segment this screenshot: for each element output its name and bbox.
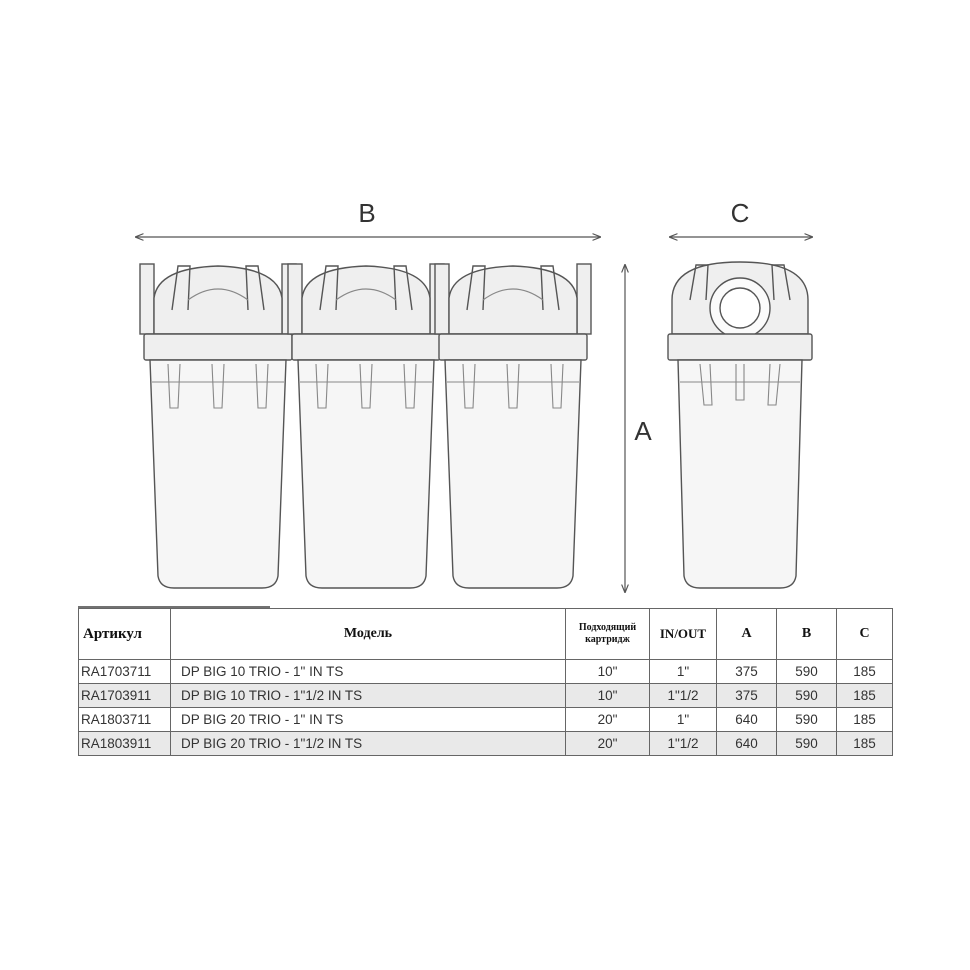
- cell-cartridge: 10": [566, 684, 650, 708]
- cell-article: RA1703711: [79, 660, 171, 684]
- header-article: Артикул: [79, 609, 171, 660]
- cell-article: RA1803711: [79, 708, 171, 732]
- cell-inout: 1"1/2: [650, 684, 717, 708]
- side-view: [668, 262, 812, 588]
- housing-3-bowl: [445, 360, 581, 588]
- housing-1-port-left: [140, 264, 154, 334]
- header-inout: IN/OUT: [650, 609, 717, 660]
- cell-article: RA1803911: [79, 732, 171, 756]
- housing-2-cap-ring: [292, 334, 440, 360]
- cell-cartridge: 10": [566, 660, 650, 684]
- front-view: [140, 264, 591, 588]
- specification-table: [78, 608, 893, 756]
- cell-a: 375: [717, 684, 777, 708]
- housing-2-port-left: [288, 264, 302, 334]
- cell-a: 375: [717, 660, 777, 684]
- dimension-c-label: C: [730, 198, 750, 228]
- cell-model: DP BIG 10 TRIO - 1"1/2 IN TS: [171, 684, 566, 708]
- cell-c: 185: [837, 660, 893, 684]
- dimension-b-label: B: [358, 198, 376, 228]
- cell-b: 590: [777, 732, 837, 756]
- cell-b: 590: [777, 684, 837, 708]
- header-c: C: [837, 609, 893, 660]
- table-row: [79, 684, 893, 708]
- table-row: [79, 660, 893, 684]
- side-bowl: [678, 360, 802, 588]
- cell-b: 590: [777, 708, 837, 732]
- dimension-a-label: A: [634, 416, 652, 446]
- header-model: Модель: [171, 609, 566, 660]
- header-a: A: [717, 609, 777, 660]
- cell-cartridge: 20": [566, 732, 650, 756]
- housing-1-bowl: [150, 360, 286, 588]
- housing-3-cap-ring: [439, 334, 587, 360]
- cell-inout: 1"1/2: [650, 732, 717, 756]
- housing-2-bowl: [298, 360, 434, 588]
- cell-article: RA1703911: [79, 684, 171, 708]
- cell-cartridge: 20": [566, 708, 650, 732]
- housing-3-port-left: [435, 264, 449, 334]
- housing-3-port-right: [577, 264, 591, 334]
- side-cap-ring: [668, 334, 812, 360]
- cell-c: 185: [837, 684, 893, 708]
- header-cartridge-line2: картридж: [585, 634, 630, 645]
- cell-c: 185: [837, 732, 893, 756]
- cell-a: 640: [717, 708, 777, 732]
- housing-1-cap-ring: [144, 334, 292, 360]
- side-port-inner: [720, 288, 760, 328]
- table-row: [79, 732, 893, 756]
- table-header-row: [79, 609, 893, 660]
- cell-b: 590: [777, 660, 837, 684]
- cell-inout: 1": [650, 708, 717, 732]
- header-b: B: [777, 609, 837, 660]
- cell-model: DP BIG 10 TRIO - 1" IN TS: [171, 660, 566, 684]
- header-cartridge-line1: Подходящий: [578, 622, 637, 633]
- table-row: [79, 708, 893, 732]
- cell-inout: 1": [650, 660, 717, 684]
- cell-a: 640: [717, 732, 777, 756]
- cell-c: 185: [837, 708, 893, 732]
- cell-model: DP BIG 20 TRIO - 1"1/2 IN TS: [171, 732, 566, 756]
- header-cartridge: [566, 609, 650, 660]
- cell-model: DP BIG 20 TRIO - 1" IN TS: [171, 708, 566, 732]
